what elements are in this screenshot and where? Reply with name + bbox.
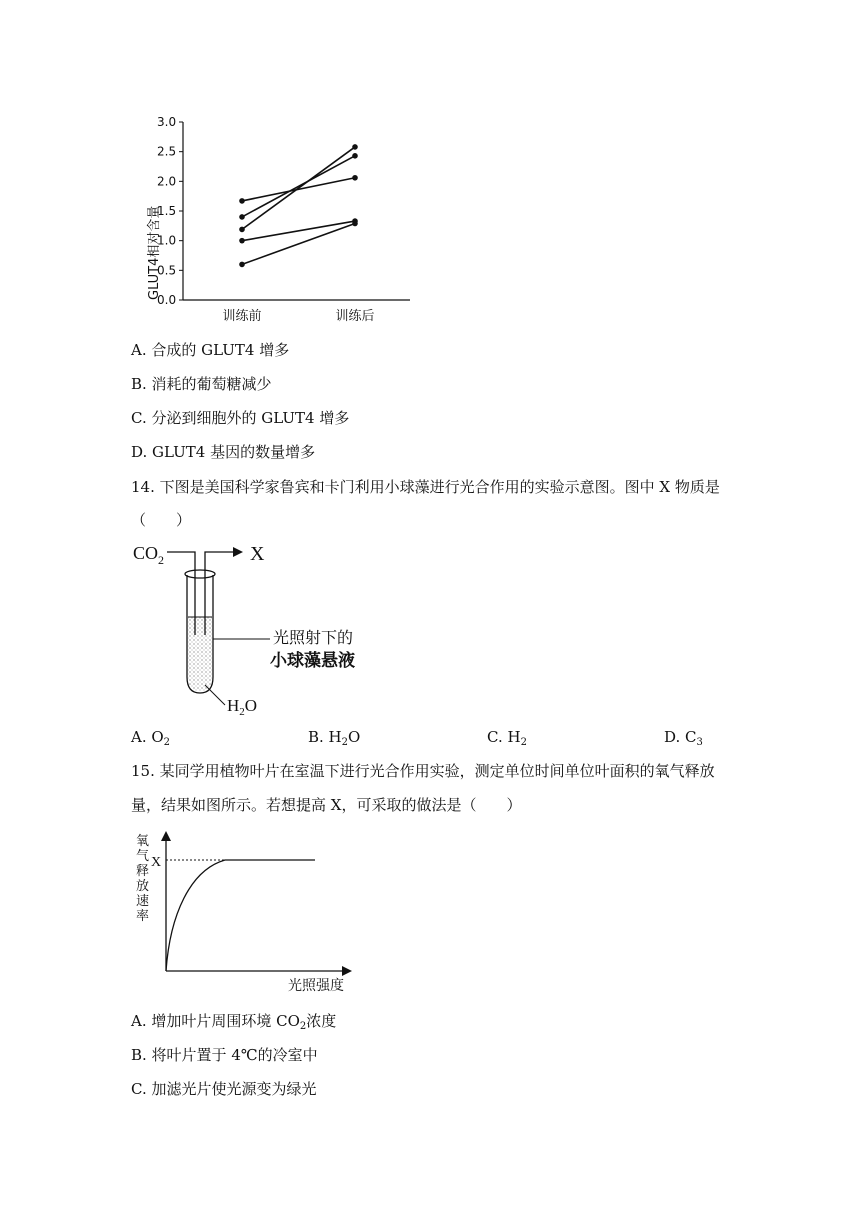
x-tick-label: 训练前 — [222, 309, 262, 324]
data-point — [239, 214, 245, 220]
q14-option-a: A. $O_2$ — [131, 728, 171, 748]
y-tick-label: 0.0 — [157, 293, 177, 307]
y-tick-label: 3.0 — [157, 115, 177, 129]
q14-stem-line2: （ ） — [131, 511, 192, 529]
x-label: X — [250, 543, 265, 565]
y-tick-label: 0.5 — [157, 263, 177, 278]
series-line — [242, 147, 355, 229]
series-line — [242, 223, 355, 264]
q15-option-b: B. 将叶片置于 4℃的冷室中 — [131, 1046, 318, 1064]
q13-option-a: A. 合成的 GLUT4 增多 — [131, 341, 290, 359]
x-marker-label: X — [151, 855, 162, 870]
graph-ylabel-char: 率 — [136, 909, 150, 924]
series-line — [242, 178, 355, 201]
q14-option-d: D. $C_3$ — [664, 728, 703, 748]
graph-ylabel-char: 氧 — [136, 834, 150, 849]
chart-ylabel: GLUT4相对含量 — [147, 205, 162, 300]
h2o-label: $H_2O$ — [227, 696, 258, 718]
q15-stem-line1: 15. 某同学用植物叶片在室温下进行光合作用实验，测定单位时间单位叶面积的氧气释放 — [131, 762, 715, 780]
arrow-icon — [233, 547, 243, 557]
series-line — [242, 156, 355, 217]
data-point — [352, 175, 358, 181]
saturation-curve — [166, 860, 315, 971]
q15-option-c: C. 加滤光片使光源变为绿光 — [131, 1080, 317, 1098]
co2-label: $CO_2$ — [133, 543, 165, 567]
q14-stem-line1: 14. 下图是美国科学家鲁宾和卡门利用小球藻进行光合作用的实验示意图。图中 X 物质是 — [131, 478, 720, 496]
graph-ylabel-char: 放 — [136, 879, 150, 894]
oxygen-release-graph — [130, 825, 360, 1000]
tube-rim — [185, 570, 215, 578]
y-tick-label: 2.0 — [157, 174, 177, 189]
data-point — [352, 144, 358, 150]
data-point — [352, 221, 358, 227]
data-point — [352, 153, 358, 159]
algae-suspension — [188, 617, 212, 691]
data-point — [239, 198, 245, 204]
y-tick-label: 1.0 — [157, 233, 177, 248]
data-point — [239, 227, 245, 233]
glut4-chart — [120, 100, 440, 335]
q13-option-c: C. 分泌到细胞外的 GLUT4 增多 — [131, 409, 350, 427]
q15-stem-line2: 量，结果如图所示。若想提高 X，可采取的做法是（ ） — [131, 796, 522, 814]
graph-ylabel-char: 气 — [136, 849, 150, 864]
x-arrow-icon — [342, 966, 352, 976]
graph-ylabel-char: 释 — [136, 864, 150, 879]
y-tick-label: 1.5 — [157, 204, 177, 218]
q14-option-c: C. $H_2$ — [487, 728, 527, 748]
suspension-label-line1: 光照射下的 — [273, 628, 354, 647]
y-tick-label: 2.5 — [157, 144, 177, 159]
data-point — [239, 238, 245, 244]
x-tick-label: 训练后 — [335, 309, 375, 324]
q13-option-b: B. 消耗的葡萄糖减少 — [131, 375, 272, 393]
graph-ylabel — [136, 834, 149, 924]
graph-ylabel-char: 速 — [136, 894, 150, 909]
test-tube-diagram — [125, 535, 385, 720]
graph-xlabel: 光照强度 — [288, 978, 344, 994]
q14-option-b: B. $H_2O$ — [308, 728, 361, 748]
suspension-label-line2: 小球藻悬液 — [270, 651, 355, 671]
q15-option-a: A. 增加叶片周围环境 $CO_2$浓度 — [131, 1012, 337, 1032]
series-line — [242, 221, 355, 241]
y-arrow-icon — [161, 831, 171, 841]
q13-option-d: D. GLUT4 基因的数量增多 — [131, 443, 316, 461]
data-point — [239, 262, 245, 268]
h2o-pointer — [205, 685, 225, 705]
